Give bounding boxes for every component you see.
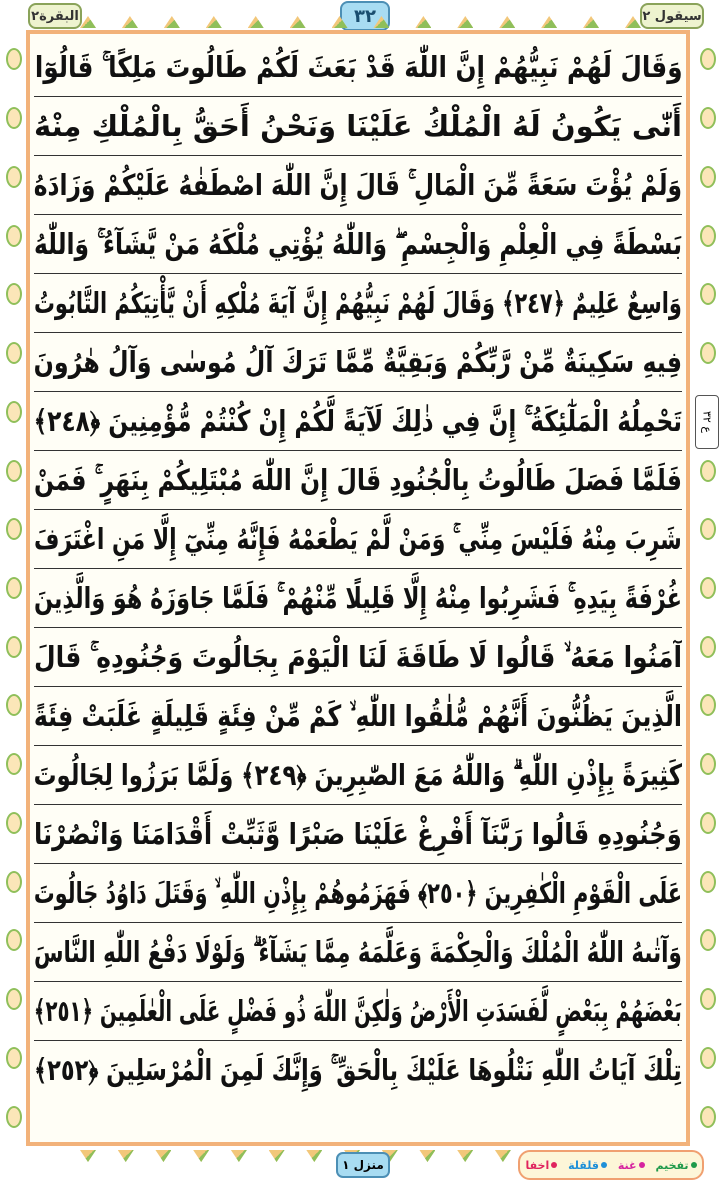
legend-label: غنة bbox=[617, 1158, 637, 1172]
top-ornament-border bbox=[80, 16, 641, 28]
side-ornament-icon bbox=[700, 1047, 716, 1069]
side-ornament-icon bbox=[700, 871, 716, 893]
side-ornament-icon bbox=[700, 753, 716, 775]
text-line bbox=[34, 1041, 682, 1099]
side-ornament-icon bbox=[6, 871, 22, 893]
side-ornament-icon bbox=[6, 107, 22, 129]
side-ornament-icon bbox=[6, 518, 22, 540]
ornament-icon bbox=[155, 1150, 171, 1162]
ornament-icon bbox=[80, 1150, 96, 1162]
side-ornament-icon bbox=[700, 518, 716, 540]
ornament-icon bbox=[457, 1150, 473, 1162]
text-line bbox=[34, 97, 682, 156]
text-line-content: عَلَى الْقَوْمِ الْكٰفِرِينَ ﴿٢٥٠﴾ فَهَزَمُوهُمْ بِإِذْنِ اللّٰهِ ۙ وَقَتَلَ دَاوُدُ جَالُوتَ bbox=[34, 876, 682, 910]
ornament-icon bbox=[248, 16, 264, 28]
text-line-content: وَلَمْ يُؤْتَ سَعَةً مِّنَ الْمَالِ ۚ قَالَ إِنَّ اللّٰهَ اصْطَفٰهُ عَلَيْكُمْ وَزَادَهُ bbox=[34, 168, 682, 202]
side-ornament-icon bbox=[700, 577, 716, 599]
side-ornament-icon bbox=[700, 166, 716, 188]
text-line-content: بَعْضَهُمْ بِبَعْضٍ لَّفَسَدَتِ الْأَرْضُ وَلٰكِنَّ اللّٰهَ ذُو فَضْلٍ عَلَى الْعٰلَمِينَ ﴿٢٥١﴾ bbox=[34, 994, 682, 1028]
ornament-icon bbox=[495, 1150, 511, 1162]
legend-item bbox=[618, 1159, 645, 1172]
side-ornament-icon bbox=[6, 48, 22, 70]
text-line bbox=[34, 510, 682, 569]
side-ornament-icon bbox=[6, 460, 22, 482]
side-ornament-icon bbox=[700, 225, 716, 247]
side-ornament-icon bbox=[700, 48, 716, 70]
page-number: ٣٢ bbox=[340, 1, 390, 31]
text-line bbox=[34, 392, 682, 451]
side-ornament-icon bbox=[6, 1047, 22, 1069]
text-line bbox=[34, 333, 682, 392]
bottom-ornament-border bbox=[80, 1150, 511, 1162]
tajweed-legend bbox=[518, 1150, 704, 1180]
ornament-icon bbox=[499, 16, 515, 28]
ornament-icon bbox=[164, 16, 180, 28]
surah-name-label: البقرة٢ bbox=[28, 3, 82, 29]
side-ornament-icon bbox=[700, 812, 716, 834]
legend-dot-icon bbox=[691, 1162, 697, 1168]
side-ornament-icon bbox=[700, 929, 716, 951]
text-line bbox=[34, 569, 682, 628]
text-line-content: الَّذِينَ يَظُنُّونَ أَنَّهُمْ مُّلٰقُوا اللّٰهِ ۙ كَمْ مِّنْ فِئَةٍ قَلِيلَةٍ غَلَبَتْ فِئَةً bbox=[34, 699, 682, 733]
side-ornament-icon bbox=[700, 636, 716, 658]
text-line-content: أَنّٰى يَكُونُ لَهُ الْمُلْكُ عَلَيْنَا وَنَحْنُ أَحَقُّ بِالْمُلْكِ مِنْهُ bbox=[34, 109, 682, 143]
text-line bbox=[34, 38, 682, 97]
legend-item bbox=[568, 1159, 607, 1172]
text-line-content: كَثِيرَةً بِإِذْنِ اللّٰهِ ۗ وَاللّٰهُ مَعَ الصّٰبِرِينَ ﴿٢٤٩﴾ وَلَمَّا بَرَزُوا لِجَالُوتَ bbox=[34, 758, 682, 792]
text-line bbox=[34, 687, 682, 746]
text-line-content: تَحْمِلُهُ الْمَلٰٓئِكَةُ ۚ إِنَّ فِي ذٰلِكَ لَآيَةً لَّكُمْ إِنْ كُنْتُمْ مُّؤْمِنِينَ ﴿٢٤٨﴾ bbox=[34, 404, 682, 438]
ruku-marker: ع ٣٢ bbox=[695, 395, 719, 449]
side-ornament-icon bbox=[6, 753, 22, 775]
text-line bbox=[34, 805, 682, 864]
side-ornament-icon bbox=[700, 1106, 716, 1128]
side-ornament-icon bbox=[700, 694, 716, 716]
right-ornament-border bbox=[698, 30, 718, 1146]
side-ornament-icon bbox=[700, 460, 716, 482]
text-line bbox=[34, 923, 682, 982]
ornament-icon bbox=[290, 16, 306, 28]
para-name-label: سیقول ۲ bbox=[640, 3, 704, 29]
side-ornament-icon bbox=[6, 283, 22, 305]
text-line bbox=[34, 156, 682, 215]
side-ornament-icon bbox=[6, 636, 22, 658]
side-ornament-icon bbox=[6, 1106, 22, 1128]
legend-dot-icon bbox=[601, 1162, 607, 1168]
legend-label: تفخیم bbox=[655, 1158, 689, 1172]
text-line bbox=[34, 982, 682, 1041]
side-ornament-icon bbox=[700, 107, 716, 129]
ornament-icon bbox=[419, 1150, 435, 1162]
side-ornament-icon bbox=[6, 929, 22, 951]
text-line-content: فِيهِ سَكِينَةٌ مِّنْ رَّبِّكُمْ وَبَقِيَّةٌ مِّمَّا تَرَكَ آلُ مُوسٰى وَآلُ هٰرُونَ bbox=[34, 345, 682, 379]
manzil-label: منزل ١ bbox=[336, 1152, 390, 1178]
side-ornament-icon bbox=[6, 342, 22, 364]
ornament-icon bbox=[193, 1150, 209, 1162]
left-ornament-border bbox=[4, 30, 24, 1146]
ornament-icon bbox=[541, 16, 557, 28]
legend-item bbox=[525, 1159, 557, 1172]
ornament-icon bbox=[269, 1150, 285, 1162]
ornament-icon bbox=[118, 1150, 134, 1162]
ornament-icon bbox=[80, 16, 96, 28]
text-line-content: شَرِبَ مِنْهُ فَلَيْسَ مِنِّي ۚ وَمَنْ لَّمْ يَطْعَمْهُ فَإِنَّهُ مِنِّيٓ إِلَّا مَنِ اغْتَرَفَ bbox=[34, 522, 682, 556]
text-line-content: بَسْطَةً فِي الْعِلْمِ وَالْجِسْمِ ۖ وَاللّٰهُ يُؤْتِي مُلْكَهُ مَنْ يَّشَآءُ ۚ وَاللّٰهُ bbox=[34, 227, 682, 261]
side-ornament-icon bbox=[6, 401, 22, 423]
legend-item bbox=[655, 1159, 696, 1172]
side-ornament-icon bbox=[6, 577, 22, 599]
text-line-content: وَقَالَ لَهُمْ نَبِيُّهُمْ إِنَّ اللّٰهَ قَدْ بَعَثَ لَكُمْ طَالُوتَ مَلِكًا ۚ قَالُوٓا bbox=[34, 50, 682, 84]
legend-label: قلقلة bbox=[568, 1158, 599, 1172]
text-line-content: فَلَمَّا فَصَلَ طَالُوتُ بِالْجُنُودِ قَالَ إِنَّ اللّٰهَ مُبْتَلِيكُمْ بِنَهَرٍ ۚ فَمَنْ bbox=[34, 463, 682, 497]
ornament-icon bbox=[122, 16, 138, 28]
ornament-icon bbox=[306, 1150, 322, 1162]
text-line-content: آمَنُوا مَعَهُ ۙ قَالُوا لَا طَاقَةَ لَنَا الْيَوْمَ بِجَالُوتَ وَجُنُودِهِ ۚ قَالَ bbox=[34, 640, 682, 674]
quran-text-body bbox=[34, 38, 682, 1099]
ornament-icon bbox=[332, 16, 348, 28]
ornament-icon bbox=[231, 1150, 247, 1162]
text-line-content: وَآتٰىهُ اللّٰهُ الْمُلْكَ وَالْحِكْمَةَ وَعَلَّمَهُ مِمَّا يَشَآءُ ۗ وَلَوْلَا دَفْعُ اللّٰهِ النَّاسَ bbox=[34, 935, 682, 969]
legend-label: اخفا bbox=[525, 1158, 550, 1172]
side-ornament-icon bbox=[6, 166, 22, 188]
text-line-content: غُرْفَةً بِيَدِهِ ۚ فَشَرِبُوا مِنْهُ إِلَّا قَلِيلًا مِّنْهُمْ ۚ فَلَمَّا جَاوَزَهُ هُوَ وَالَّذِينَ bbox=[34, 581, 682, 615]
side-ornament-icon bbox=[6, 988, 22, 1010]
legend-dot-icon bbox=[551, 1162, 557, 1168]
ornament-icon bbox=[625, 16, 641, 28]
ornament-icon bbox=[415, 16, 431, 28]
side-ornament-icon bbox=[700, 988, 716, 1010]
text-line bbox=[34, 864, 682, 923]
ornament-icon bbox=[457, 16, 473, 28]
side-ornament-icon bbox=[6, 225, 22, 247]
legend-dot-icon bbox=[639, 1162, 645, 1168]
text-line-content: وَجُنُودِهِ قَالُوا رَبَّنَآ أَفْرِغْ عَلَيْنَا صَبْرًا وَّثَبِّتْ أَقْدَامَنَا وَانْصُرْنَا bbox=[34, 817, 682, 851]
text-line-content: وَاسِعٌ عَلِيمٌ ﴿٢٤٧﴾ وَقَالَ لَهُمْ نَبِيُّهُمْ إِنَّ آيَةَ مُلْكِهِ أَنْ يَّأْتِيَكُمُ التَّابُوتُ bbox=[34, 286, 682, 320]
side-ornament-icon bbox=[6, 812, 22, 834]
text-line bbox=[34, 274, 682, 333]
side-ornament-icon bbox=[700, 283, 716, 305]
text-line-content: تِلْكَ آيَاتُ اللّٰهِ نَتْلُوهَا عَلَيْكَ بِالْحَقِّ ۚ وَإِنَّكَ لَمِنَ الْمُرْسَلِينَ ﴿٢٥٢﴾ bbox=[34, 1053, 682, 1087]
text-line bbox=[34, 628, 682, 687]
side-ornament-icon bbox=[6, 694, 22, 716]
text-line bbox=[34, 746, 682, 805]
ornament-icon bbox=[206, 16, 222, 28]
text-line bbox=[34, 451, 682, 510]
text-line bbox=[34, 215, 682, 274]
ornament-icon bbox=[373, 16, 389, 28]
side-ornament-icon bbox=[700, 342, 716, 364]
ornament-icon bbox=[583, 16, 599, 28]
